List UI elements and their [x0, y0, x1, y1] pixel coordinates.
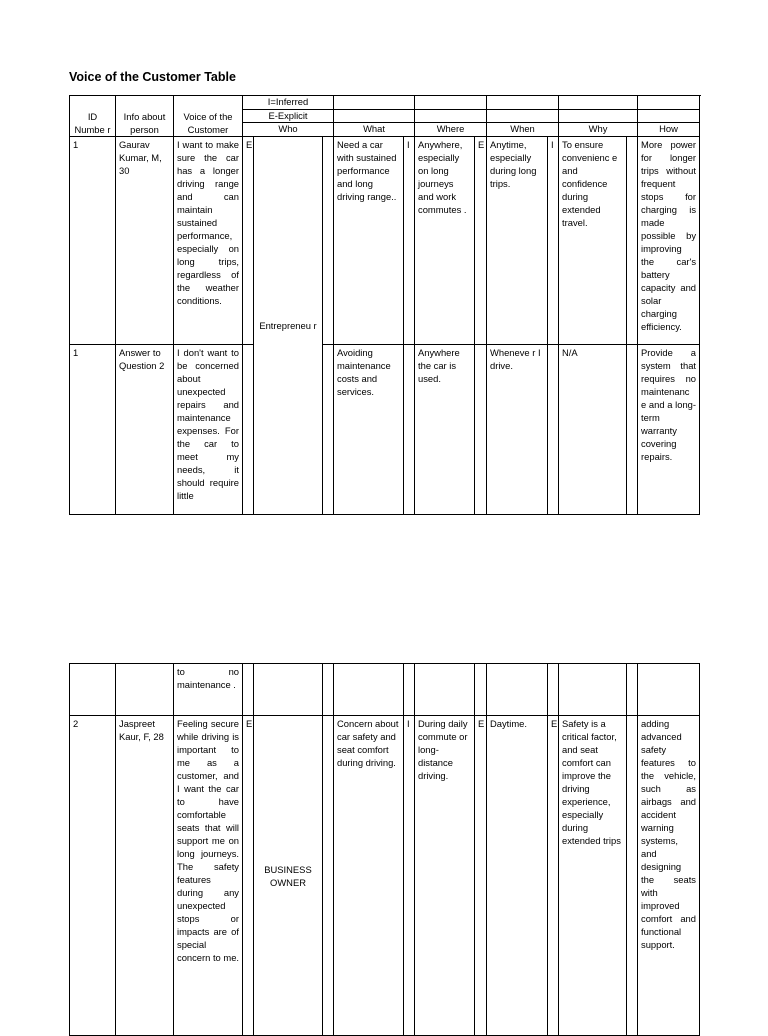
row-where: Anywhere the car is used. — [415, 344, 475, 514]
row-where: Anywhere, especially on long journeys and work commutes . — [415, 136, 475, 344]
row-what: Concern about car safety and seat comfort during driving. — [334, 716, 404, 1036]
header-when — [487, 96, 559, 137]
voc-table-page1 — [69, 95, 700, 515]
row-what: Avoiding maintenance costs and services. — [334, 344, 404, 514]
row-why — [559, 664, 627, 716]
header-why-label: Why — [588, 123, 608, 134]
row-info: Jaspreet Kaur, F, 28 — [116, 716, 174, 1036]
header-what-label: What — [363, 123, 385, 134]
row-where: During daily commute or long-distance driving. — [415, 716, 475, 1036]
row-id: 1 — [70, 344, 116, 514]
what-flag — [323, 136, 334, 344]
where-flag — [404, 344, 415, 514]
what-flag — [323, 664, 334, 716]
what-flag — [323, 716, 334, 1036]
header-where-label: Where — [436, 123, 465, 134]
when-flag: E — [475, 716, 487, 1036]
how-flag — [627, 344, 638, 514]
header-how-label: How — [659, 123, 678, 134]
row-when: Anytime, especially during long trips. — [487, 136, 548, 344]
row-id: 1 — [70, 136, 116, 344]
row-who: Entrepreneu r — [254, 136, 323, 514]
table-row — [70, 716, 700, 1036]
legend-inferred: I=Inferred — [243, 96, 333, 110]
when-flag — [475, 664, 487, 716]
table-row — [70, 136, 700, 344]
row-how: More power for longer trips without frequent stops for charging is made possible by improving the car's battery capacity and solar charging efficiency. — [638, 136, 700, 344]
row-id: 2 — [70, 716, 116, 1036]
row-how: adding advanced safety features to the vehicle, such as airbags and accident warning systems, and designing the seats with improved comfort and functional support. — [638, 716, 700, 1036]
who-flag: E — [243, 716, 254, 1036]
row-voice: I want to make sure the car has a longer driving range and can maintain sustained performance, especially on long trips, regardless of the weather conditions. — [174, 136, 243, 344]
row-where — [415, 664, 475, 716]
header-info: Info about person — [116, 96, 174, 137]
header-when-label: When — [510, 123, 535, 134]
what-flag — [323, 344, 334, 514]
header-how — [638, 96, 700, 137]
row-why: Safety is a critical factor, and seat comfort can improve the driving experience, especially during extended trips — [559, 716, 627, 1036]
row-who — [254, 664, 323, 716]
how-flag — [627, 664, 638, 716]
how-flag — [627, 716, 638, 1036]
row-when: Daytime. — [487, 716, 548, 1036]
why-flag — [548, 664, 559, 716]
header-voice: Voice of the Customer — [174, 96, 243, 137]
table-row — [70, 664, 700, 716]
why-flag: I — [548, 136, 559, 344]
why-flag: E — [548, 716, 559, 1036]
row-how — [638, 664, 700, 716]
row-when — [487, 664, 548, 716]
row-info: Answer to Question 2 — [116, 344, 174, 514]
who-flag — [243, 664, 254, 716]
header-what — [334, 96, 415, 137]
document-title: Voice of the Customer Table — [69, 70, 236, 84]
row-who: BUSINESS OWNER — [254, 716, 323, 1036]
row-id — [70, 664, 116, 716]
row-why: To ensure convenienc e and confidence during extended travel. — [559, 136, 627, 344]
row-what: Need a car with sustained performance and long driving range.. — [334, 136, 404, 344]
where-flag — [404, 664, 415, 716]
row-voice: to no maintenance . — [174, 664, 243, 716]
who-flag — [243, 344, 254, 514]
row-info: Gaurav Kumar, M, 30 — [116, 136, 174, 344]
row-voice: I don't want to be concerned about unexpected repairs and maintenance expenses. For the car to meet my needs, it should require little — [174, 344, 243, 514]
row-when: Wheneve r I drive. — [487, 344, 548, 514]
why-flag — [548, 344, 559, 514]
who-flag: E — [243, 136, 254, 344]
row-info — [116, 664, 174, 716]
header-row — [70, 96, 700, 137]
legend-explicit: E-Explicit — [243, 110, 333, 124]
row-what — [334, 664, 404, 716]
header-where — [415, 96, 487, 137]
header-who-label: Who — [278, 123, 298, 134]
voc-table-page2 — [69, 663, 700, 1036]
how-flag — [627, 136, 638, 344]
row-why: N/A — [559, 344, 627, 514]
where-flag: I — [404, 716, 415, 1036]
header-why — [559, 96, 638, 137]
row-how: Provide a system that requires no maintenanc e and a long-term warranty covering repairs. — [638, 344, 700, 514]
row-voice: Feeling secure while driving is important to me as a customer, and I want the car to have comfortable seats that will support me on long journeys. The safety features during any unexpected stops or impacts are of special concern to me. — [174, 716, 243, 1036]
when-flag — [475, 344, 487, 514]
when-flag: E — [475, 136, 487, 344]
header-who — [243, 96, 334, 137]
where-flag: I — [404, 136, 415, 344]
table-row — [70, 344, 700, 514]
header-id: ID Numbe r — [70, 96, 116, 137]
